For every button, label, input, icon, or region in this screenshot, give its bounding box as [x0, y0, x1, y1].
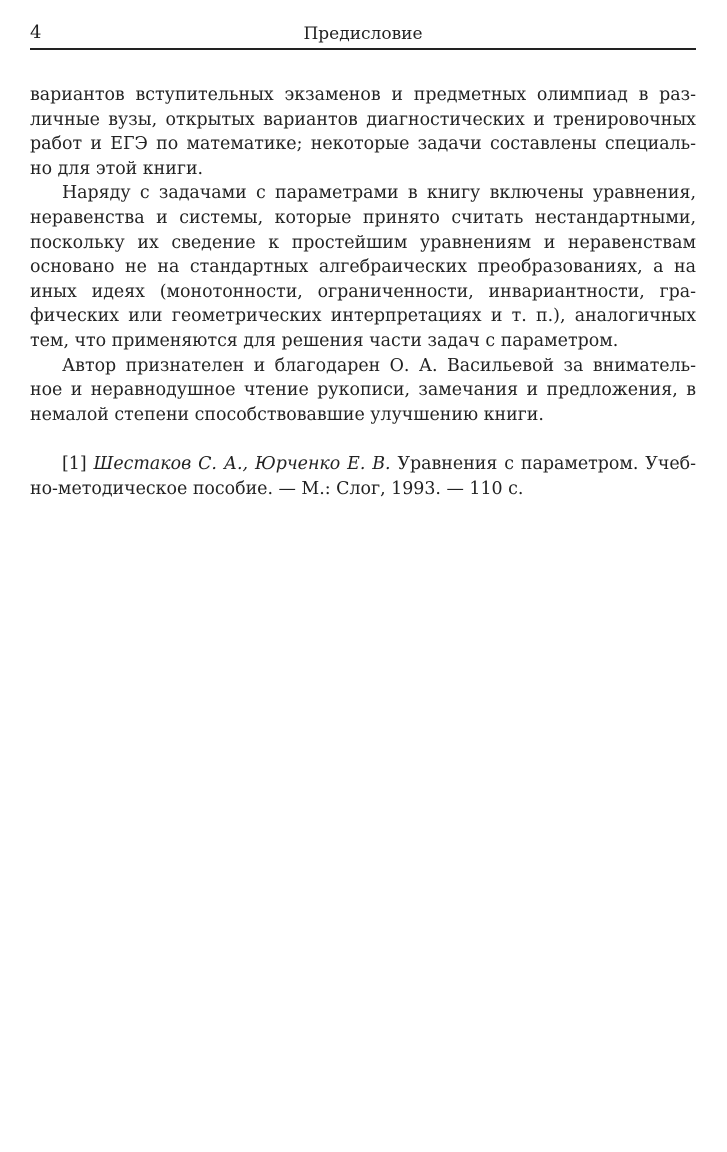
text-line: личные вузы, открытых вариантов диагностических и тренировочных: [30, 109, 696, 130]
reference-title: Уравнения с параметром. Учеб-: [397, 454, 696, 475]
text-line: но для этой книги.: [30, 158, 204, 179]
text-line: тем, что применяются для решения части задач с параметром.: [30, 330, 619, 351]
text-line: работ и ЕГЭ по математике; некоторые задачи составлены специаль-: [30, 134, 696, 155]
text-line: иных идеях (монотонности, ограниченности, инвариантности, гра-: [30, 281, 696, 302]
paragraph-3: [30, 354, 696, 428]
text-line: Автор признателен и благодарен О. А. Васильевой за вниматель-: [62, 355, 696, 376]
reference-line-2: но-методическое пособие. — М.: Слог, 1993. — 110 с.: [30, 478, 524, 499]
reference-spacer: [30, 427, 696, 452]
text-line: немалой степени способствовавшие улучшению книги.: [30, 404, 544, 425]
paragraph-1: [30, 83, 696, 181]
text-line: вариантов вступительных экзаменов и предметных олимпиад в раз-: [30, 85, 696, 105]
text-line: фических или геометрических интерпретациях и т. п.), аналогичных: [30, 306, 696, 327]
text-line: неравенства и системы, которые принято считать нестандартными,: [30, 207, 696, 228]
page-number: 4: [30, 22, 42, 43]
reference-number: [1]: [62, 454, 87, 475]
running-head: Предисловие: [303, 24, 423, 44]
paragraph-2: [30, 181, 696, 353]
page-header: [30, 18, 696, 50]
reference-line-1: [30, 452, 696, 477]
text-line: поскольку их сведение к простейшим уравнениям и неравенствам: [30, 232, 696, 253]
body-text: [30, 83, 696, 502]
reference-authors: Шестаков С. А., Юрченко Е. В.: [93, 454, 391, 475]
text-line: Наряду с задачами с параметрами в книгу включены уравнения,: [62, 183, 696, 204]
text-line: основано не на стандартных алгебраических преобразованиях, а на: [30, 257, 696, 278]
text-line: ное и неравнодушное чтение рукописи, замечания и предложения, в: [30, 380, 696, 401]
reference-entry: [30, 452, 696, 501]
